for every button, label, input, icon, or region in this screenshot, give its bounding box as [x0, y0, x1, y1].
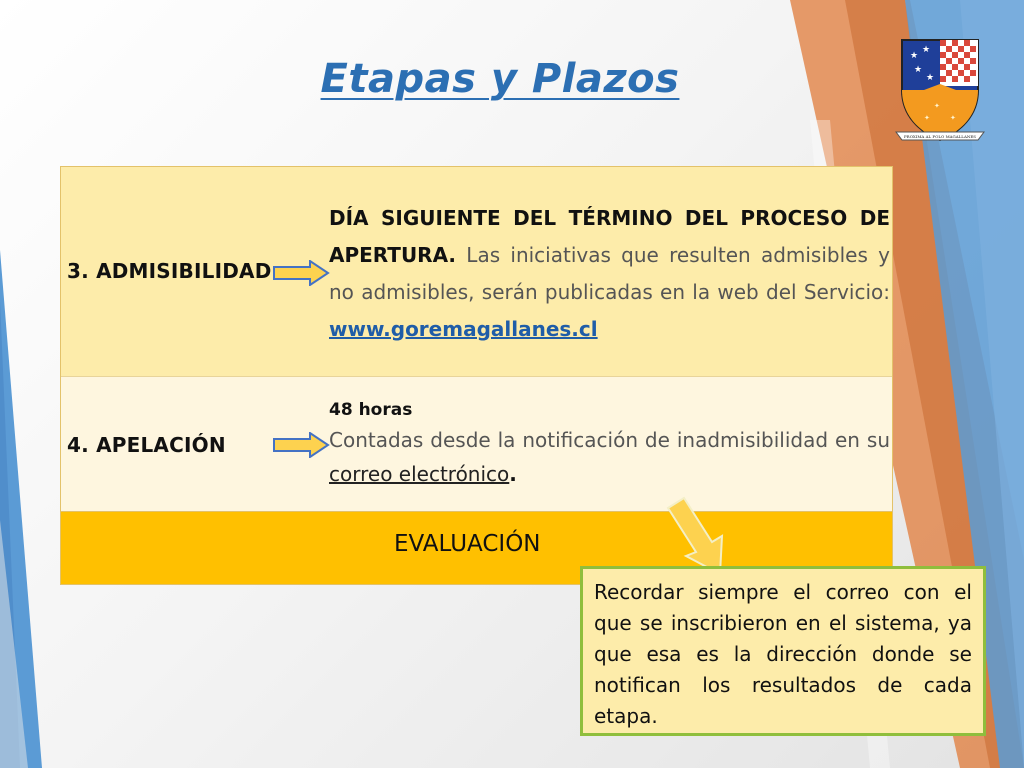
evaluacion-heading: EVALUACIÓN [394, 531, 541, 557]
admisibilidad-body: Las iniciativas que resulten admisibles y no admisibles, serán publicadas en la web del Servicio: [329, 243, 890, 304]
stage-label-apelacion: 4. APELACIÓN [67, 433, 226, 457]
svg-text:★: ★ [922, 45, 931, 55]
apelacion-body: Contadas desde la notificación de inadmisibilidad en su [329, 428, 890, 452]
coat-of-arms-icon [894, 36, 986, 148]
svg-text:★: ★ [926, 73, 935, 83]
table-row-apelacion [61, 377, 892, 512]
admisibilidad-deadline: DÍA SIGUIENTE DEL TÉRMINO DEL PROCESO DE APERTURA. [329, 206, 890, 267]
crest-motto: PROXIMA AL POLO MAGALLANES [903, 134, 977, 139]
correo-electronico-emphasis: correo electrónico [329, 462, 510, 486]
reminder-note: Recordar siempre el correo con el que se inscribieron en el sistema, ya que esa es la dirección donde se notifican los resultados de cada etapa. [580, 566, 986, 736]
stages-table [60, 166, 893, 585]
slide-title: Etapas y Plazos [320, 56, 680, 102]
right-arrow-icon [272, 260, 330, 286]
stage-label-admisibilidad: 3. ADMISIBILIDAD [67, 259, 272, 283]
svg-text:✦: ✦ [950, 114, 956, 122]
svg-text:★: ★ [910, 51, 919, 61]
svg-text:✦: ✦ [924, 114, 930, 122]
apelacion-deadline: 48 horas [329, 400, 413, 420]
svg-text:✦: ✦ [934, 102, 940, 110]
table-row-admisibilidad [61, 167, 892, 377]
right-arrow-icon [272, 432, 330, 458]
svg-text:★: ★ [914, 65, 923, 75]
goremagallanes-link[interactable]: www.goremagallanes.cl [329, 317, 598, 341]
apelacion-period: . [509, 462, 517, 486]
apelacion-description [329, 397, 890, 491]
admisibilidad-description [329, 200, 890, 348]
